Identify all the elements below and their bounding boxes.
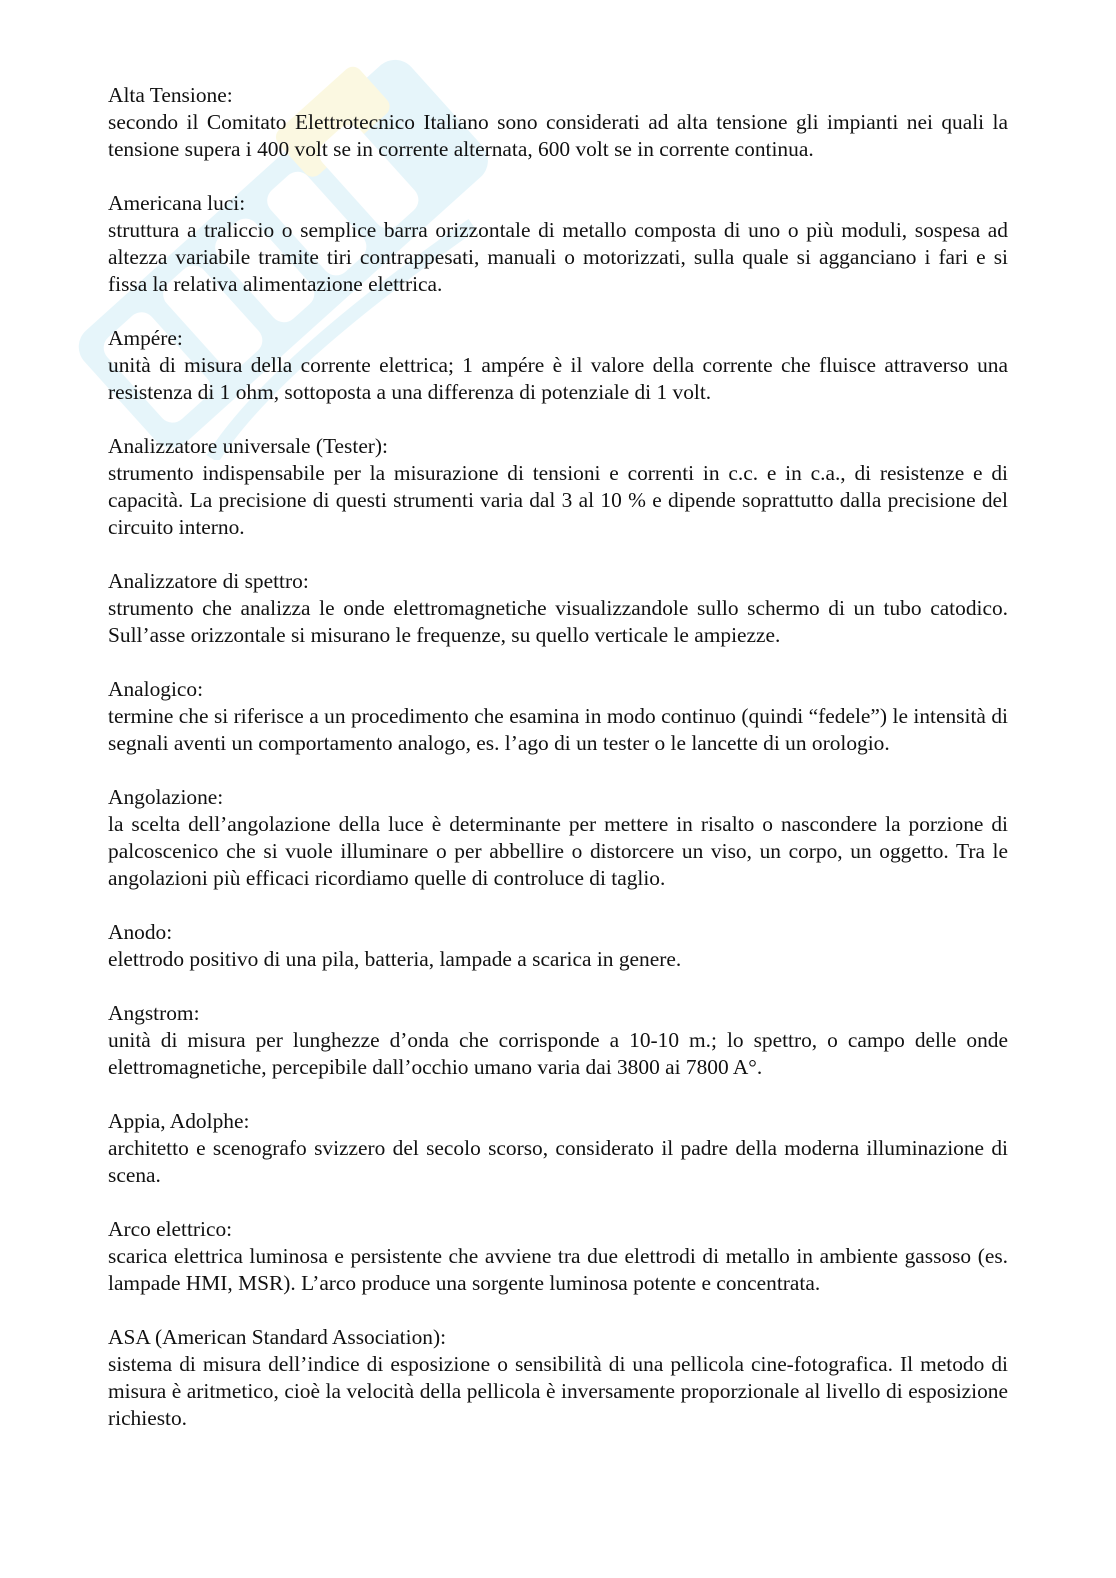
entry-term: Arco elettrico: (108, 1217, 233, 1241)
entry-term: Analogico: (108, 677, 204, 701)
entry-definition: scarica elettrica luminosa e persistente che avviene tra due elettrodi di metallo in ambiente gassoso (es. lampade HMI, MSR). L’arco produce una sorgente luminosa potente e concentrata. (108, 1244, 1008, 1295)
entry-definition: architetto e scenografo svizzero del secolo scorso, considerato il padre della moderna illuminazione di scena. (108, 1136, 1008, 1187)
entry-term: Americana luci: (108, 191, 246, 215)
glossary-entry-analizzatore-universale (108, 433, 1008, 541)
entry-term: ASA (American Standard Association): (108, 1325, 447, 1349)
glossary-entry-analogico (108, 676, 1008, 757)
entry-definition: secondo il Comitato Elettrotecnico Italiano sono considerati ad alta tensione gli impianti nei quali la tensione supera i 400 volt se in corrente alternata, 600 volt se in corrente continua. (108, 110, 1008, 161)
entry-definition: unità di misura per lunghezze d’onda che corrisponde a 10-10 m.; lo spettro, o campo delle onde elettromagnetiche, percepibile dall’occhio umano varia dai 3800 ai 7800 A°. (108, 1028, 1008, 1079)
glossary-entry-angolazione (108, 784, 1008, 892)
entry-definition: strumento che analizza le onde elettromagnetiche visualizzandole sullo schermo di un tubo catodico. Sull’asse orizzontale si misurano le frequenze, su quello verticale le ampiezze. (108, 596, 1008, 647)
entry-definition: sistema di misura dell’indice di esposizione o sensibilità di una pellicola cine-fotografica. Il metodo di misura è aritmetico, cioè la velocità della pellicola è inversamente proporzionale al livello di esposizione richiesto. (108, 1352, 1008, 1430)
glossary-entry-analizzatore-spettro (108, 568, 1008, 649)
entry-definition: termine che si riferisce a un procedimento che esamina in modo continuo (quindi “fedele”) le intensità di segnali aventi un comportamento analogo, es. l’ago di un tester o le lancette di un orologio. (108, 704, 1008, 755)
entry-term: Angolazione: (108, 785, 224, 809)
entry-term: Ampére: (108, 326, 183, 350)
glossary-entry-angstrom (108, 1000, 1008, 1081)
entry-term: Alta Tensione: (108, 83, 233, 107)
glossary-page (108, 82, 1008, 1459)
glossary-entry-ampere (108, 325, 1008, 406)
entry-definition: strumento indispensabile per la misurazione di tensioni e correnti in c.c. e in c.a., di resistenze e di capacità. La precisione di questi strumenti varia dal 3 al 10 % e dipende soprattutto dalla precisione del circuito interno. (108, 461, 1008, 539)
glossary-entry-anodo (108, 919, 1008, 973)
glossary-entry-asa (108, 1324, 1008, 1432)
entry-term: Analizzatore di spettro: (108, 569, 309, 593)
glossary-entry-americana-luci (108, 190, 1008, 298)
entry-term: Angstrom: (108, 1001, 200, 1025)
glossary-entry-appia-adolphe (108, 1108, 1008, 1189)
entry-definition: struttura a traliccio o semplice barra orizzontale di metallo composta di uno o più moduli, sospesa ad altezza variabile tramite tiri contrappesati, manuali o motorizzati, sulla quale si agganciano i fari e si fissa la relativa alimentazione elettrica. (108, 218, 1008, 296)
glossary-entry-alta-tensione (108, 82, 1008, 163)
entry-term: Appia, Adolphe: (108, 1109, 250, 1133)
glossary-entry-arco-elettrico (108, 1216, 1008, 1297)
entry-definition: la scelta dell’angolazione della luce è determinante per mettere in risalto o nascondere la porzione di palcoscenico che si vuole illuminare o per abbellire o distorcere un viso, un corpo, un oggetto. Tra le angolazioni più efficaci ricordiamo quelle di controluce di taglio. (108, 812, 1008, 890)
entry-term: Analizzatore universale (Tester): (108, 434, 388, 458)
entry-definition: elettrodo positivo di una pila, batteria, lampade a scarica in genere. (108, 947, 682, 971)
entry-term: Anodo: (108, 920, 173, 944)
entry-definition: unità di misura della corrente elettrica; 1 ampére è il valore della corrente che fluisce attraverso una resistenza di 1 ohm, sottoposta a una differenza di potenziale di 1 volt. (108, 353, 1008, 404)
